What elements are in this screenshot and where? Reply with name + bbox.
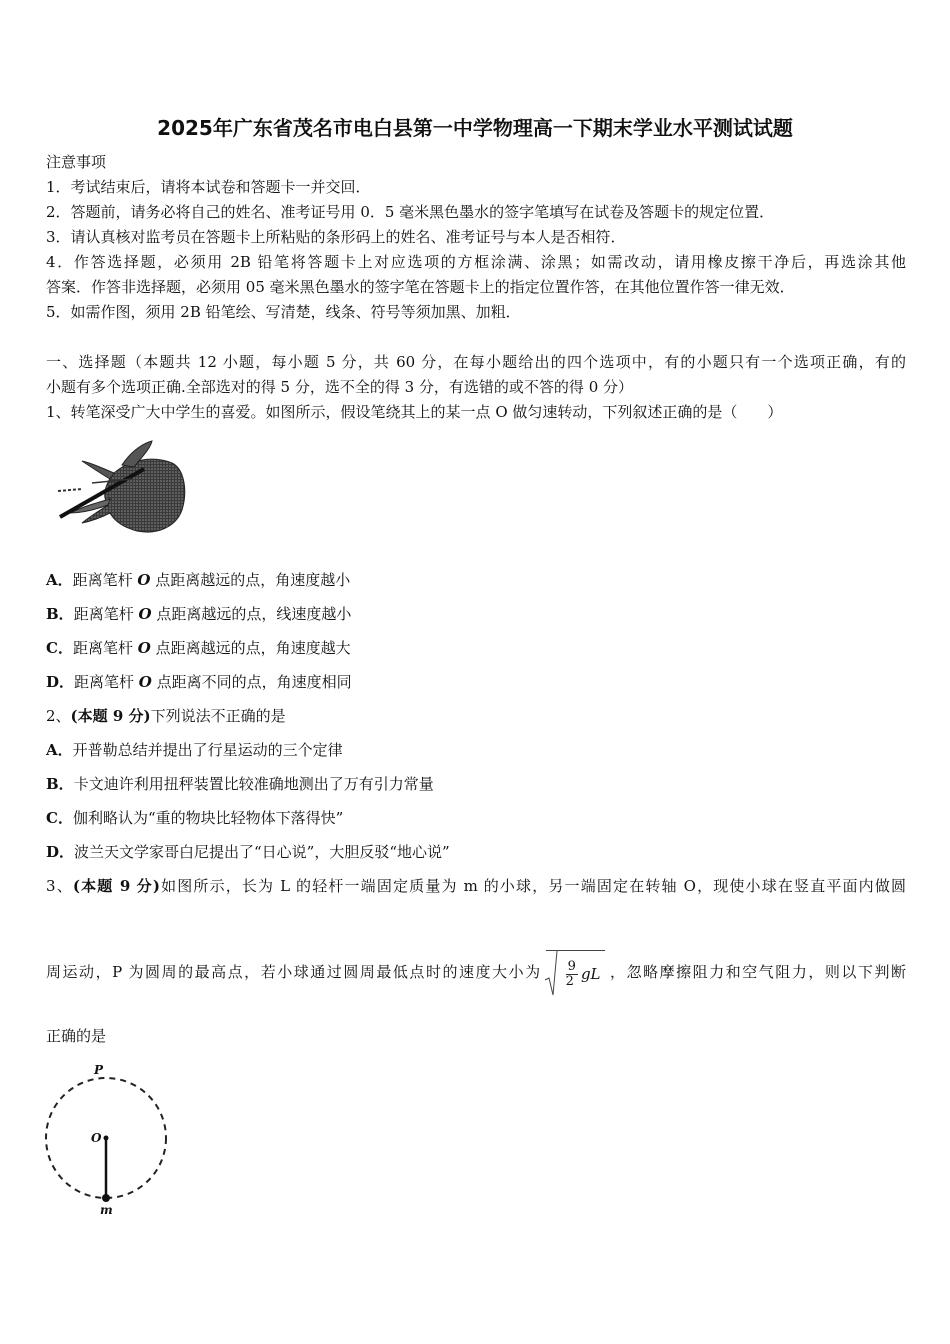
q2-option-d: D．波兰天文学家哥白尼提出了“日心说”，大胆反驳“地心说”	[46, 843, 450, 861]
section-header-cont: 小题有多个选项正确.全部选对的得 5 分，选不全的得 3 分，有选错的或不答的得 0 分）	[46, 378, 634, 396]
notice-item-4: 4．作答选择题，必须用 2B 铅笔将答题卡上对应选项的方框涂满、涂黑；如需改动，请用橡皮擦干净后，再选涂其他	[46, 253, 906, 271]
q3-stem-line2: 周运动，P 为圆周的最高点，若小球通过圆周最低点时的速度大小为 $\frac{9}{2}$ gL ，忽略摩擦阻力和空气阻力，则以下判断	[46, 950, 906, 996]
q1-option-c: C．距离笔杆 O 点距离越远的点，角速度越大	[46, 639, 351, 657]
label-o: O	[91, 1131, 102, 1145]
notice-item-1: 1．考试结束后，请将本试卷和答题卡一并交回．	[46, 178, 371, 196]
notice-item-2: 2．答题前，请务必将自己的姓名、准考证号用 0．5 毫米黑色墨水的签字笔填写在试卷及答题卡的规定位置．	[46, 203, 775, 221]
notice-item-3: 3．请认真核对监考员在答题卡上所粘贴的条形码上的姓名、准考证号与本人是否相符．	[46, 228, 626, 246]
fraction: $\frac{9}{2}$	[565, 958, 576, 989]
pivot-point	[104, 1136, 109, 1141]
q2-stem: 2、(本题 9 分)下列说法不正确的是	[46, 707, 286, 725]
pen-spinning-hand-image	[52, 435, 192, 545]
label-p: P	[94, 1063, 104, 1077]
sqrt-expression: $\frac{9}{2}$ gL	[546, 950, 605, 996]
notice-item-5: 5．如需作图，须用 2B 铅笔绘、写清楚，线条、符号等须加黑、加粗．	[46, 303, 521, 321]
q3-stem-line3: 正确的是	[46, 1027, 107, 1045]
q1-option-a: A．距离笔杆 O 点距离越远的点，角速度越小	[46, 571, 351, 589]
notice-item-4-cont: 答案．作答非选择题，必须用 05 毫米黑色墨水的签字笔在答题卡上的指定位置作答，在其他位置作答一律无效．	[46, 278, 795, 296]
q2-option-c: C．伽利略认为“重的物块比轻物体下落得快”	[46, 809, 344, 827]
ball-m	[102, 1194, 110, 1202]
page-title: 2025年广东省茂名市电白县第一中学物理高一下期末学业水平测试试题	[157, 116, 793, 140]
label-m: m	[100, 1203, 113, 1217]
q2-option-b: B．卡文迪许利用扭秤装置比较准确地测出了万有引力常量	[46, 775, 434, 793]
q3-stem-line1: 3、(本题 9 分)如图所示，长为 L 的轻杆一端固定质量为 m 的小球，另一端固定在转轴 O，现使小球在竖直平面内做圆	[46, 877, 907, 895]
section-header: 一、选择题（本题共 12 小题，每小题 5 分，共 60 分，在每小题给出的四个选项中，有的小题只有一个选项正确，有的	[46, 353, 906, 371]
q1-option-b: B．距离笔杆 O 点距离越远的点，线速度越小	[46, 605, 352, 623]
q1-stem: 1、转笔深受广大中学生的喜爱。如图所示，假设笔绕其上的某一点 O 做匀速转动，下列叙述正确的是（ ）	[46, 403, 783, 421]
q2-option-a: A．开普勒总结并提出了行星运动的三个定律	[46, 741, 343, 759]
circular-motion-diagram	[38, 1058, 178, 1218]
q1-option-d: D．距离笔杆 O 点距离不同的点，角速度相同	[46, 673, 352, 691]
notice-heading: 注意事项	[46, 153, 107, 171]
